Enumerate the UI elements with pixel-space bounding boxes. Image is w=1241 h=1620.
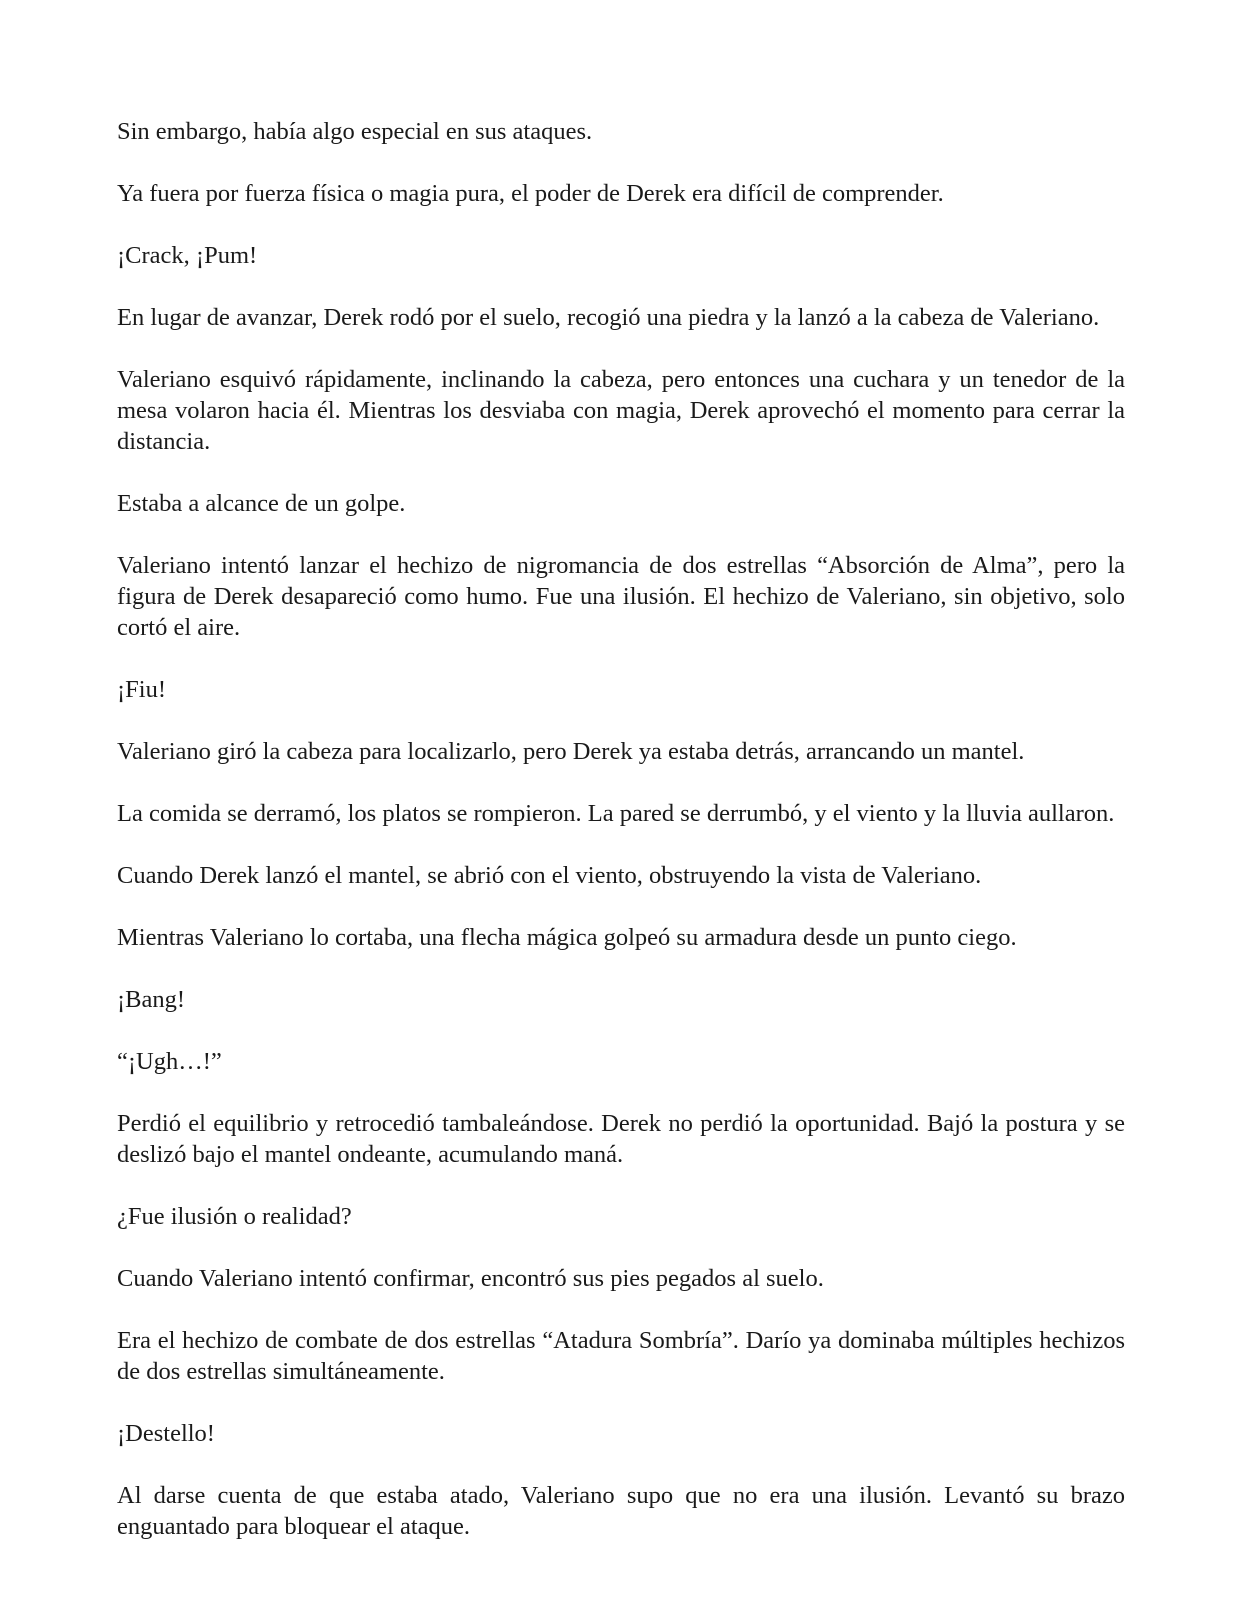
paragraph: ¡Crack, ¡Pum! [117, 242, 258, 269]
paragraph: ¡Destello! [117, 1420, 215, 1447]
paragraph: Estaba a alcance de un golpe. [117, 490, 406, 517]
paragraph: Perdió el equilibrio y retrocedió tambaleándose. Derek no perdió la oportunidad. Bajó la postura y se deslizó bajo el mantel ondeante, acumulando maná. [117, 1110, 1125, 1168]
paragraph: Al darse cuenta de que estaba atado, Valeriano supo que no era una ilusión. Levantó su brazo enguantado para bloquear el ataque. [117, 1482, 1125, 1540]
paragraph: La comida se derramó, los platos se rompieron. La pared se derrumbó, y el viento y la lluvia aullaron. [117, 800, 1115, 827]
paragraph: Ya fuera por fuerza física o magia pura, el poder de Derek era difícil de comprender. [117, 180, 944, 207]
paragraph: Valeriano giró la cabeza para localizarlo, pero Derek ya estaba detrás, arrancando un mantel. [117, 738, 1025, 765]
paragraph: ¿Fue ilusión o realidad? [117, 1203, 352, 1230]
paragraph: Cuando Derek lanzó el mantel, se abrió con el viento, obstruyendo la vista de Valeriano. [117, 862, 982, 889]
paragraph: Era el hechizo de combate de dos estrellas “Atadura Sombría”. Darío ya dominaba múltiples hechizos de dos estrellas simultáneamente. [117, 1327, 1125, 1385]
paragraph: ¡Bang! [117, 986, 186, 1013]
paragraph: Valeriano intentó lanzar el hechizo de nigromancia de dos estrellas “Absorción de Alma”, pero la figura de Derek desapareció como humo. Fue una ilusión. El hechizo de Valeriano, sin objetivo, solo cortó el aire. [117, 552, 1125, 641]
paragraph: En lugar de avanzar, Derek rodó por el suelo, recogió una piedra y la lanzó a la cabeza de Valeriano. [117, 304, 1100, 331]
document-body [117, 116, 1125, 1542]
paragraph: Cuando Valeriano intentó confirmar, encontró sus pies pegados al suelo. [117, 1265, 824, 1292]
paragraph: Valeriano esquivó rápidamente, inclinando la cabeza, pero entonces una cuchara y un tenedor de la mesa volaron hacia él. Mientras los desviaba con magia, Derek aprovechó el momento para cerrar la distancia. [117, 366, 1125, 455]
paragraph: ¡Fiu! [117, 676, 166, 703]
paragraph: “¡Ugh…!” [117, 1048, 222, 1075]
paragraph: Sin embargo, había algo especial en sus ataques. [117, 118, 593, 145]
paragraph: Mientras Valeriano lo cortaba, una flecha mágica golpeó su armadura desde un punto ciego. [117, 924, 1017, 951]
